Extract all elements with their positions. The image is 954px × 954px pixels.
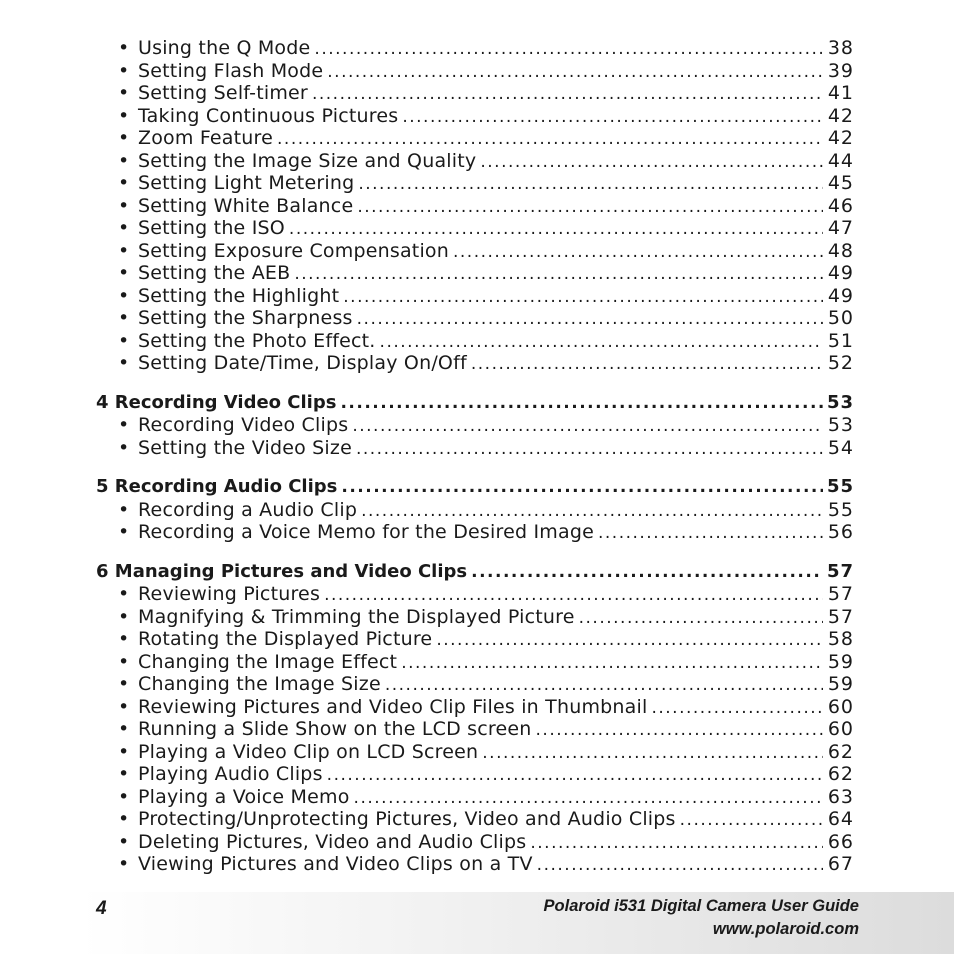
toc-entry-title: Setting Flash Mode <box>138 59 324 82</box>
toc-entry-title: Using the Q Mode <box>138 37 311 59</box>
toc-page-number: 42 <box>827 127 854 149</box>
dot-leader <box>530 832 823 855</box>
toc-chapter-entry[interactable] <box>96 392 854 415</box>
toc-entry[interactable] <box>96 150 854 173</box>
toc-page-number: 64 <box>827 808 854 830</box>
dot-leader <box>358 173 823 196</box>
toc-entry-title: Recording Video Clips <box>138 414 349 436</box>
toc-entry[interactable] <box>96 414 854 437</box>
toc-entry-title: Setting the Video Size <box>138 436 352 459</box>
toc-entry[interactable] <box>96 499 854 522</box>
toc-entry-title: Setting White Balance <box>138 194 354 217</box>
bullet-icon: • <box>118 436 130 459</box>
dot-leader <box>312 83 823 106</box>
dot-leader <box>680 809 823 832</box>
toc-page-number: 57 <box>827 583 854 605</box>
toc-page-number: 47 <box>827 217 854 239</box>
dot-leader <box>402 106 823 129</box>
toc-entry[interactable] <box>96 172 854 195</box>
toc-page-number: 62 <box>827 740 854 763</box>
toc-entry[interactable] <box>96 437 854 460</box>
toc-entry-title: Deleting Pictures, Video and Audio Clips <box>138 830 527 853</box>
toc-page-number: 53 <box>827 414 854 436</box>
dot-leader <box>361 500 823 523</box>
dot-leader <box>277 128 823 151</box>
toc-entry[interactable] <box>96 831 854 854</box>
toc-page-number: 66 <box>827 830 854 853</box>
toc-page-number: 59 <box>827 650 854 673</box>
bullet-icon: • <box>118 853 130 875</box>
toc-page-number: 46 <box>827 194 854 217</box>
dot-leader <box>480 151 823 174</box>
toc-page-number: 54 <box>827 436 854 459</box>
bullet-icon: • <box>118 149 130 172</box>
toc-page-number: 60 <box>827 695 854 718</box>
toc-page-number: 44 <box>827 149 854 172</box>
toc-page-number: 52 <box>827 352 854 374</box>
toc-entry-title: Setting the AEB <box>138 262 291 284</box>
toc-entry-title: Viewing Pictures and Video Clips on a TV <box>138 853 533 875</box>
bullet-icon: • <box>118 82 130 104</box>
toc-entry[interactable] <box>96 195 854 218</box>
toc-entry[interactable] <box>96 583 854 606</box>
bullet-icon: • <box>118 583 130 605</box>
bullet-icon: • <box>118 521 130 543</box>
toc-page-number: 67 <box>827 853 854 875</box>
dot-leader <box>579 607 823 630</box>
toc-entry[interactable] <box>96 262 854 285</box>
toc-entry-title: Setting Exposure Compensation <box>138 239 449 262</box>
table-of-contents <box>96 37 854 876</box>
toc-page-number: 48 <box>827 239 854 262</box>
dot-leader <box>537 854 823 877</box>
toc-entry[interactable] <box>96 330 854 353</box>
toc-entry-title: Setting the Image Size and Quality <box>138 149 477 172</box>
toc-entry-title: Playing Audio Clips <box>138 763 323 785</box>
toc-page-number: 53 <box>826 391 854 413</box>
bullet-icon: • <box>118 763 130 785</box>
website-link[interactable]: www.polaroid.com <box>712 920 859 938</box>
toc-entry-title: Protecting/Unprotecting Pictures, Video and Audio Clips <box>138 808 676 830</box>
page-number: 4 <box>96 898 107 919</box>
bullet-icon: • <box>118 262 130 284</box>
toc-entry-title: Recording a Audio Clip <box>138 498 358 521</box>
toc-entry-title: Setting Light Metering <box>138 172 355 194</box>
toc-page-number: 45 <box>827 172 854 194</box>
dot-leader <box>380 331 823 354</box>
toc-entry-title: Setting the ISO <box>138 217 285 239</box>
toc-entry-title: Rotating the Displayed Picture <box>138 628 433 650</box>
dot-leader <box>327 61 823 84</box>
toc-page-number: 51 <box>827 329 854 352</box>
bullet-icon: • <box>118 239 130 262</box>
toc-page-number: 42 <box>827 104 854 127</box>
bullet-icon: • <box>118 217 130 239</box>
toc-entry[interactable] <box>96 82 854 105</box>
toc-entry-title: Reviewing Pictures <box>138 583 321 605</box>
bullet-icon: • <box>118 194 130 217</box>
toc-entry[interactable] <box>96 606 854 629</box>
bullet-icon: • <box>118 172 130 194</box>
toc-chapter-entry[interactable] <box>96 561 854 584</box>
toc-page-number: 56 <box>827 521 854 543</box>
toc-page-number: 49 <box>827 262 854 284</box>
toc-entry[interactable] <box>96 673 854 696</box>
bullet-icon: • <box>118 673 130 695</box>
dot-leader <box>482 742 823 765</box>
toc-entry[interactable] <box>96 853 854 876</box>
toc-entry-title: Setting the Sharpness <box>138 307 353 329</box>
dot-leader <box>294 263 823 286</box>
bullet-icon: • <box>118 284 130 307</box>
toc-entry[interactable] <box>96 352 854 375</box>
dot-leader <box>340 392 823 415</box>
toc-entry-title: 6 Managing Pictures and Video Clips <box>96 560 468 582</box>
bullet-icon: • <box>118 740 130 763</box>
dot-leader <box>357 196 823 219</box>
toc-entry[interactable] <box>96 240 854 263</box>
toc-entry[interactable] <box>96 696 854 719</box>
bullet-icon: • <box>118 785 130 808</box>
dot-leader <box>598 522 823 545</box>
toc-entry-title: Setting Self-timer <box>138 82 308 104</box>
toc-entry[interactable] <box>96 285 854 308</box>
dot-leader <box>651 697 823 720</box>
dot-leader <box>327 764 823 787</box>
toc-entry[interactable] <box>96 628 854 651</box>
bullet-icon: • <box>118 605 130 628</box>
bullet-icon: • <box>118 414 130 436</box>
dot-leader <box>314 38 823 61</box>
dot-leader <box>471 561 823 584</box>
toc-page-number: 49 <box>827 284 854 307</box>
guide-title: Polaroid i531 Digital Camera User Guide <box>543 897 859 915</box>
toc-page-number: 63 <box>827 785 854 808</box>
toc-entry[interactable] <box>96 718 854 741</box>
toc-entry-title: Playing a Video Clip on LCD Screen <box>138 740 479 763</box>
dot-leader <box>343 286 823 309</box>
toc-page-number: 39 <box>827 59 854 82</box>
toc-entry-title: Zoom Feature <box>138 127 274 149</box>
bullet-icon: • <box>118 37 130 59</box>
dot-leader <box>436 629 823 652</box>
toc-entry[interactable] <box>96 127 854 150</box>
bullet-icon: • <box>118 127 130 149</box>
dot-leader <box>453 241 823 264</box>
dot-leader <box>324 584 823 607</box>
toc-page-number: 58 <box>827 628 854 650</box>
toc-entry-title: Recording a Voice Memo for the Desired Image <box>138 521 594 543</box>
toc-entry[interactable] <box>96 651 854 674</box>
toc-entry[interactable] <box>96 37 854 60</box>
toc-page-number: 60 <box>827 718 854 740</box>
toc-page-number: 57 <box>826 560 854 582</box>
toc-entry-title: Setting the Highlight <box>138 284 340 307</box>
toc-entry-title: Running a Slide Show on the LCD screen <box>138 718 532 740</box>
toc-page-number: 57 <box>827 605 854 628</box>
dot-leader <box>352 415 823 438</box>
dot-leader <box>356 438 823 461</box>
bullet-icon: • <box>118 628 130 650</box>
toc-entry-title: Playing a Voice Memo <box>138 785 350 808</box>
bullet-icon: • <box>118 104 130 127</box>
toc-page-number: 50 <box>827 307 854 329</box>
toc-entry[interactable] <box>96 741 854 764</box>
toc-entry[interactable] <box>96 307 854 330</box>
bullet-icon: • <box>118 695 130 718</box>
toc-entry[interactable] <box>96 217 854 240</box>
toc-entry[interactable] <box>96 521 854 544</box>
toc-entry[interactable] <box>96 105 854 128</box>
dot-leader <box>357 308 823 331</box>
toc-entry-title: 4 Recording Video Clips <box>96 391 337 413</box>
toc-entry-title: Setting the Photo Effect. <box>138 329 376 352</box>
page-footer <box>80 892 954 954</box>
toc-entry-title: Changing the Image Size <box>138 673 381 695</box>
toc-entry-title: Taking Continuous Pictures <box>138 104 399 127</box>
toc-page-number: 41 <box>827 82 854 104</box>
toc-entry[interactable] <box>96 763 854 786</box>
bullet-icon: • <box>118 718 130 740</box>
toc-entry[interactable] <box>96 808 854 831</box>
toc-entry-title: Magnifying & Trimming the Displayed Picture <box>138 605 575 628</box>
bullet-icon: • <box>118 650 130 673</box>
bullet-icon: • <box>118 830 130 853</box>
toc-entry-title: Changing the Image Effect <box>138 650 398 673</box>
dot-leader <box>289 218 823 241</box>
toc-entry-title: Setting Date/Time, Display On/Off <box>138 352 467 374</box>
dot-leader <box>341 476 823 499</box>
toc-page-number: 59 <box>827 673 854 695</box>
toc-page-number: 55 <box>827 498 854 521</box>
bullet-icon: • <box>118 59 130 82</box>
bullet-icon: • <box>118 329 130 352</box>
toc-entry[interactable] <box>96 60 854 83</box>
bullet-icon: • <box>118 352 130 374</box>
bullet-icon: • <box>118 307 130 329</box>
dot-leader <box>385 674 823 697</box>
toc-entry-title: Reviewing Pictures and Video Clip Files in Thumbnail <box>138 695 648 718</box>
dot-leader <box>536 719 823 742</box>
toc-entry-title: 5 Recording Audio Clips <box>96 476 338 497</box>
dot-leader <box>354 787 823 810</box>
bullet-icon: • <box>118 808 130 830</box>
dot-leader <box>471 353 823 376</box>
bullet-icon: • <box>118 498 130 521</box>
toc-page-number: 55 <box>826 476 854 497</box>
toc-page-number: 62 <box>827 763 854 785</box>
toc-entry[interactable] <box>96 786 854 809</box>
toc-page-number: 38 <box>827 37 854 59</box>
toc-chapter-entry[interactable] <box>96 476 854 499</box>
dot-leader <box>401 652 823 675</box>
